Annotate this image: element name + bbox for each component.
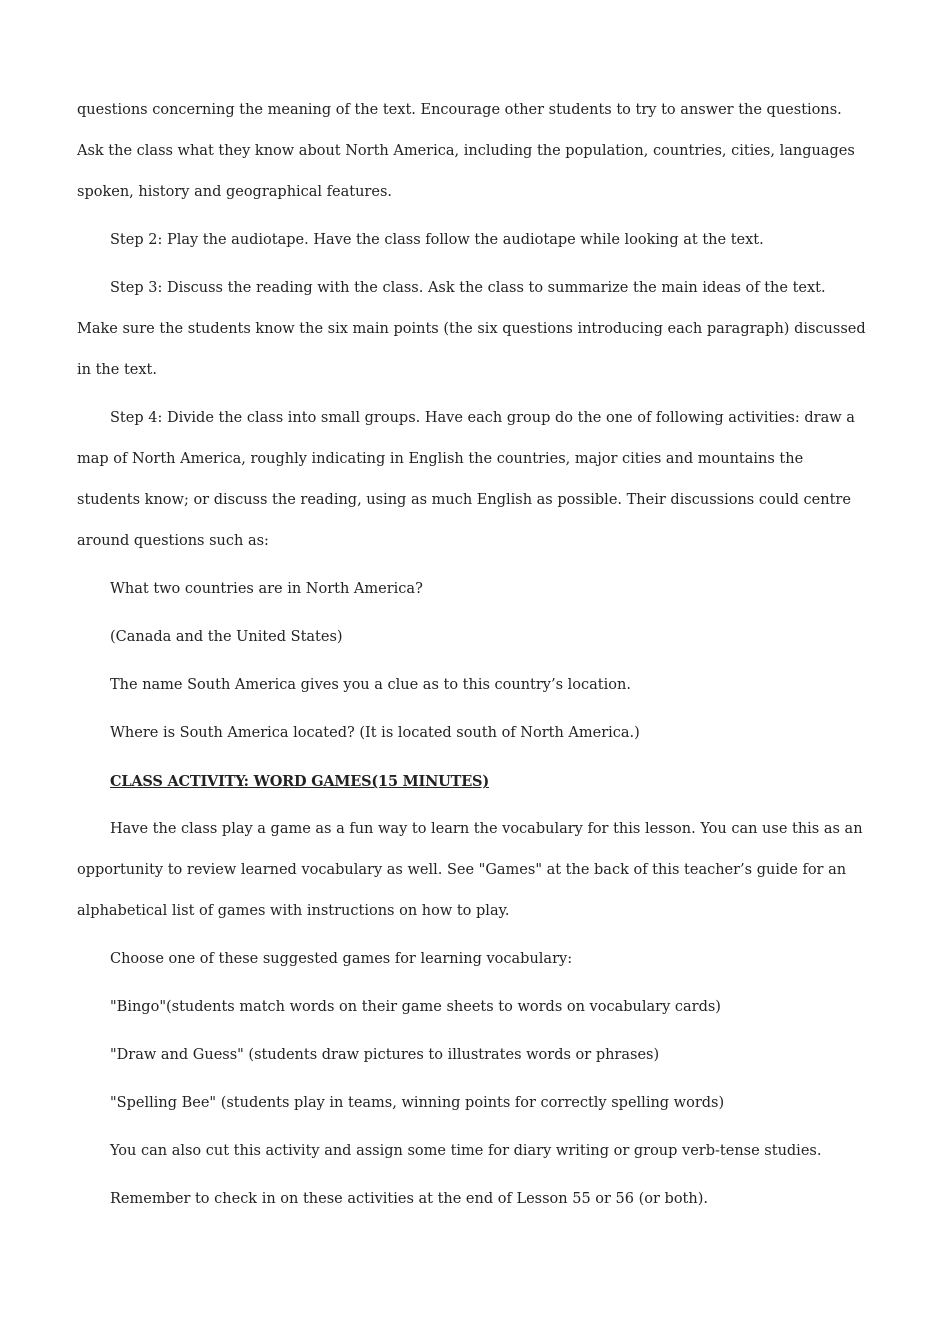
game-draw-and-guess: "Draw and Guess" (students draw pictures to illustrates words or phrases) xyxy=(110,1047,660,1063)
game-spelling-bee: "Spelling Bee" (students play in teams, winning points for correctly spelling words) xyxy=(110,1095,725,1111)
alternative-paragraph: You can also cut this activity and assign some time for diary writing or group verb-tense studies. xyxy=(110,1143,822,1159)
answer-countries: (Canada and the United States) xyxy=(110,629,343,645)
word-games-intro: Have the class play a game as a fun way to learn the vocabulary for this lesson. You can use this as an opportunity to review learned vocabulary as well. See "Games" at the back of this teacher’s guide for an alphabetical list of games with instructions on how to play. xyxy=(77,821,863,919)
choose-game-paragraph: Choose one of these suggested games for learning vocabulary: xyxy=(110,951,573,967)
question-south-america-name: The name South America gives you a clue as to this country’s location. xyxy=(110,677,631,693)
reminder-paragraph: Remember to check in on these activities at the end of Lesson 55 or 56 (or both). xyxy=(110,1191,708,1207)
step-4-paragraph: Step 4: Divide the class into small groups. Have each group do the one of following activities: draw a map of North America, roughly indicating in English the countries, major cities and mountains the students know; or discuss the reading, using as much English as possible. Their discussions could centre around questions such as: xyxy=(77,410,855,549)
game-bingo: "Bingo"(students match words on their game sheets to words on vocabulary cards) xyxy=(110,999,721,1015)
document-body xyxy=(77,90,867,1227)
intro-paragraph: questions concerning the meaning of the text. Encourage other students to try to answer the questions. Ask the class what they know about North America, including the population, countries, cities, languages spoken, history and geographical features. xyxy=(77,102,855,200)
question-countries: What two countries are in North America? xyxy=(110,581,423,597)
question-south-america-location: Where is South America located? (It is located south of North America.) xyxy=(110,725,640,741)
step-3-paragraph: Step 3: Discuss the reading with the class. Ask the class to summarize the main ideas of the text. Make sure the students know the six main points (the six questions introducing each paragraph) discussed in the text. xyxy=(77,280,866,378)
section-heading: CLASS ACTIVITY: WORD GAMES(15 MINUTES) xyxy=(110,773,489,790)
step-2-paragraph: Step 2: Play the audiotape. Have the class follow the audiotape while looking at the text. xyxy=(110,232,764,248)
